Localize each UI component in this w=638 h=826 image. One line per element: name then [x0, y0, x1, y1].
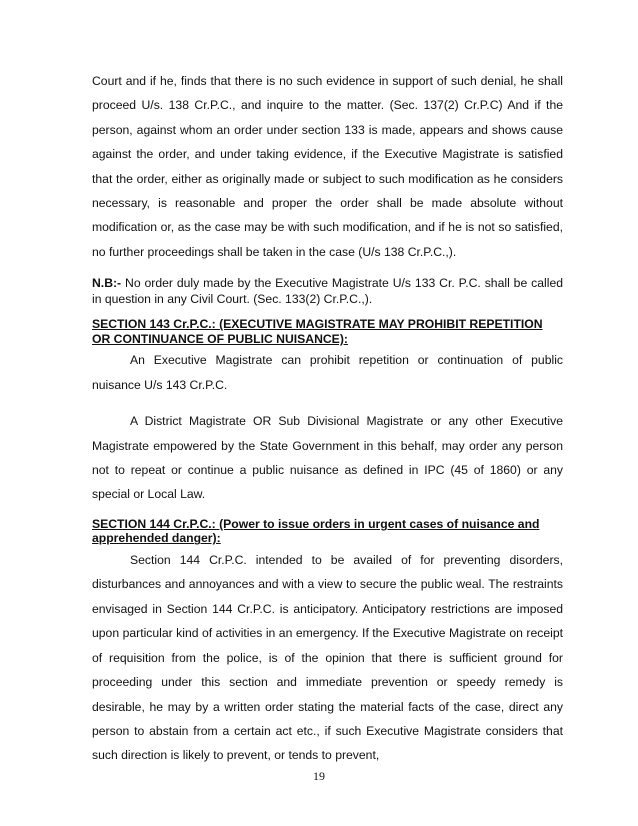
- section-143-paragraph-2: A District Magistrate OR Sub Divisional Magistrate or any other Executive Magistrate empowered by the State Government in this behalf, may order any person not to repeat or continue a public nuisance as defined in IPC (45 of 1860) or any special or Local Law.: [92, 414, 563, 502]
- nb-note: [92, 276, 563, 307]
- nb-text: No order duly made by the Executive Magistrate U/s 133 Cr. P.C. shall be called in question in any Civil Court. (Sec. 133(2) Cr.P.C.,).: [92, 276, 563, 306]
- section-144-paragraph-1: Section 144 Cr.P.C. intended to be availed of for preventing disorders, disturbances and annoyances and with a view to secure the public weal. The restraints envisaged in Section 144 Cr.P.C. is anticipatory. Anticipatory restrictions are imposed upon particular kind of activities in an emergency. If the Executive Magistrate on receipt of requisition from the police, is of the opinion that there is sufficient ground for proceeding under this section and immediate prevention or speedy remedy is desirable, he may by a written order stating the material facts of the case, direct any person to abstain from a certain act etc., if such Executive Magistrate considers that such direction is likely to prevent, or tends to prevent,: [92, 553, 563, 763]
- section-143-heading: SECTION 143 Cr.P.C.: (EXECUTIVE MAGISTRATE MAY PROHIBIT REPETITION OR CONTINUANCE OF PUBLIC NUISANCE):: [92, 317, 543, 346]
- section-143-paragraph-1: An Executive Magistrate can prohibit repetition or continuation of public nuisance U/s 143 Cr.P.C.: [92, 353, 563, 392]
- paragraph-continuation: Court and if he, finds that there is no such evidence in support of such denial, he shall proceed U/s. 138 Cr.P.C., and inquire to the matter. (Sec. 137(2) Cr.P.C) And if the person, against whom an order under section 133 is made, appears and shows cause against the order, and under taking evidence, if the Executive Magistrate is satisfied that the order, either as originally made or subject to such modification as he considers necessary, is reasonable and proper the order shall be made absolute without modification or, as the case may be with such modification, and if he is not so satisfied, no further proceedings shall be taken in the case (U/s 138 Cr.P.C.,).: [92, 74, 563, 259]
- section-144-heading: SECTION 144 Cr.P.C.: (Power to issue orders in urgent cases of nuisance and apprehended danger):: [92, 516, 540, 546]
- page-body: [92, 69, 563, 768]
- page-number: 19: [313, 769, 325, 783]
- nb-label: N.B:-: [92, 276, 122, 291]
